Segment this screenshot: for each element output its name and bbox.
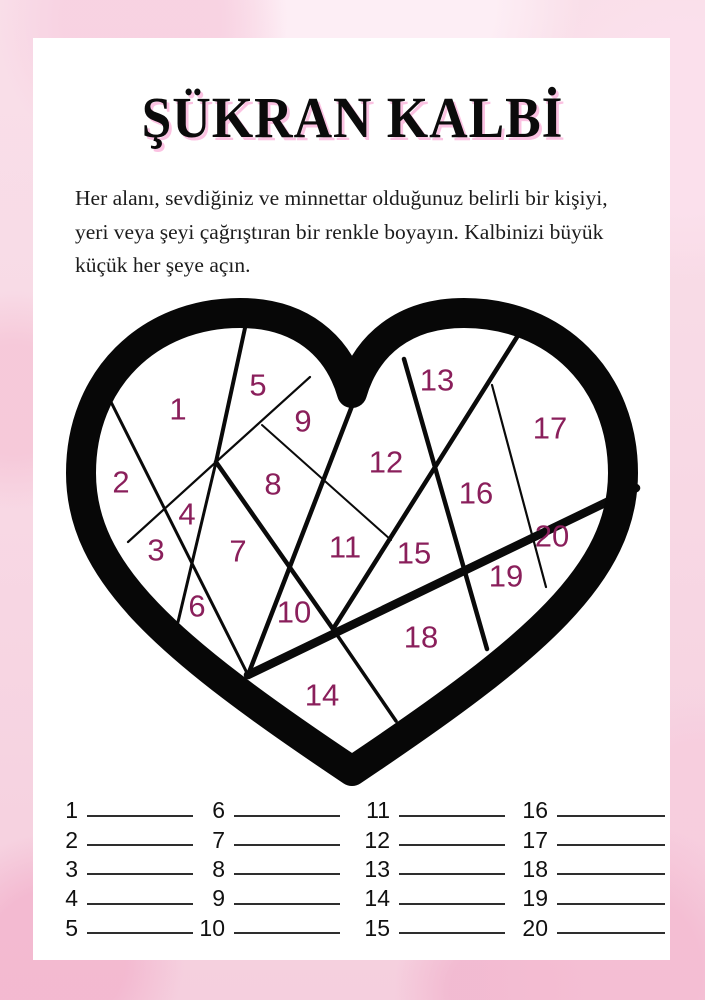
answer-line-item — [518, 855, 666, 884]
answer-blank-line — [399, 931, 505, 934]
heart-region-number: 17 — [532, 410, 568, 446]
answer-line-item — [195, 884, 360, 913]
answer-blank-line — [557, 814, 665, 817]
answer-blank-line — [234, 902, 340, 905]
heart-divider-line — [216, 328, 245, 462]
answer-number: 5 — [65, 914, 78, 941]
answer-number: 4 — [65, 885, 78, 912]
answer-number: 14 — [364, 885, 390, 912]
answer-blank-line — [87, 814, 193, 817]
heart-region-number: 19 — [488, 558, 524, 594]
answer-line-item — [195, 825, 360, 854]
heart-region-number: 1 — [169, 391, 187, 427]
answer-number: 9 — [212, 885, 225, 912]
answer-column — [518, 796, 666, 943]
answer-line-item — [48, 855, 195, 884]
answer-number: 3 — [65, 855, 78, 882]
instructions-text: Her alanı, sevdiğiniz ve minnettar olduğunuz belirli bir kişiyi, yeri veya şeyi çağrıştıran bir renkle boyayın. Kalbinizi büyük küçük her şeye açın. — [75, 186, 608, 277]
answer-blank-line — [87, 931, 193, 934]
answer-blank-line — [234, 872, 340, 875]
answer-blank-line — [557, 843, 665, 846]
heart-region-number: 14 — [304, 677, 340, 713]
answer-number: 19 — [522, 885, 548, 912]
answer-line-item — [360, 855, 518, 884]
answer-number: 6 — [212, 797, 225, 824]
heart-region-number: 15 — [396, 535, 432, 571]
answer-line-item — [360, 884, 518, 913]
heart-region-number: 2 — [112, 464, 130, 500]
answer-line-item — [360, 825, 518, 854]
answer-line-item — [360, 796, 518, 825]
answer-list — [48, 796, 666, 943]
answer-number: 2 — [65, 826, 78, 853]
heart-region-number: 8 — [264, 466, 282, 502]
answer-blank-line — [399, 902, 505, 905]
answer-blank-line — [399, 872, 505, 875]
answer-blank-line — [234, 931, 340, 934]
answer-line-item — [518, 825, 666, 854]
answer-line-item — [195, 855, 360, 884]
answer-line-item — [518, 796, 666, 825]
answer-blank-line — [557, 872, 665, 875]
answer-line-item — [48, 796, 195, 825]
heart-region-number: 12 — [368, 444, 404, 480]
answer-blank-line — [234, 843, 340, 846]
answer-blank-line — [87, 872, 193, 875]
heart-region-number: 7 — [229, 533, 247, 569]
heart-region-number: 9 — [294, 403, 312, 439]
answer-line-item — [360, 914, 518, 943]
heart-region-number: 20 — [534, 518, 570, 554]
answer-number: 7 — [212, 826, 225, 853]
heart-region-number: 16 — [458, 475, 494, 511]
heart-divider-line — [128, 462, 216, 542]
answer-line-item — [48, 825, 195, 854]
heart-region-number: 6 — [188, 588, 206, 624]
answer-number: 12 — [364, 826, 390, 853]
heart-region-number: 10 — [276, 594, 312, 630]
heart-divider-line — [333, 629, 396, 721]
heart-region-number: 5 — [249, 367, 267, 403]
answer-line-item — [518, 914, 666, 943]
answer-number: 17 — [522, 826, 548, 853]
answer-column — [48, 796, 195, 943]
answer-blank-line — [557, 902, 665, 905]
answer-column — [195, 796, 360, 943]
answer-blank-line — [87, 843, 193, 846]
heart-region-number: 3 — [147, 532, 165, 568]
answer-line-item — [518, 884, 666, 913]
answer-number: 11 — [366, 797, 390, 824]
answer-blank-line — [234, 814, 340, 817]
answer-line-item — [195, 914, 360, 943]
answer-blank-line — [87, 902, 193, 905]
answer-number: 1 — [65, 797, 78, 824]
answer-number: 18 — [522, 855, 548, 882]
answer-line-item — [48, 914, 195, 943]
answer-number: 15 — [364, 914, 390, 941]
answer-blank-line — [557, 931, 665, 934]
page-title: ŞÜKRAN KALBİ — [141, 85, 564, 150]
answer-number: 10 — [199, 914, 225, 941]
answer-line-item — [48, 884, 195, 913]
heart-region-number: 11 — [328, 529, 362, 565]
answer-number: 13 — [364, 855, 390, 882]
answer-column — [360, 796, 518, 943]
answer-number: 16 — [522, 797, 548, 824]
heart-region-number: 4 — [178, 496, 196, 532]
answer-blank-line — [399, 843, 505, 846]
answer-blank-line — [399, 814, 505, 817]
heart-region-number: 13 — [419, 362, 455, 398]
answer-number: 20 — [522, 914, 548, 941]
answer-number: 8 — [212, 855, 225, 882]
answer-line-item — [195, 796, 360, 825]
heart-region-number: 18 — [403, 619, 439, 655]
